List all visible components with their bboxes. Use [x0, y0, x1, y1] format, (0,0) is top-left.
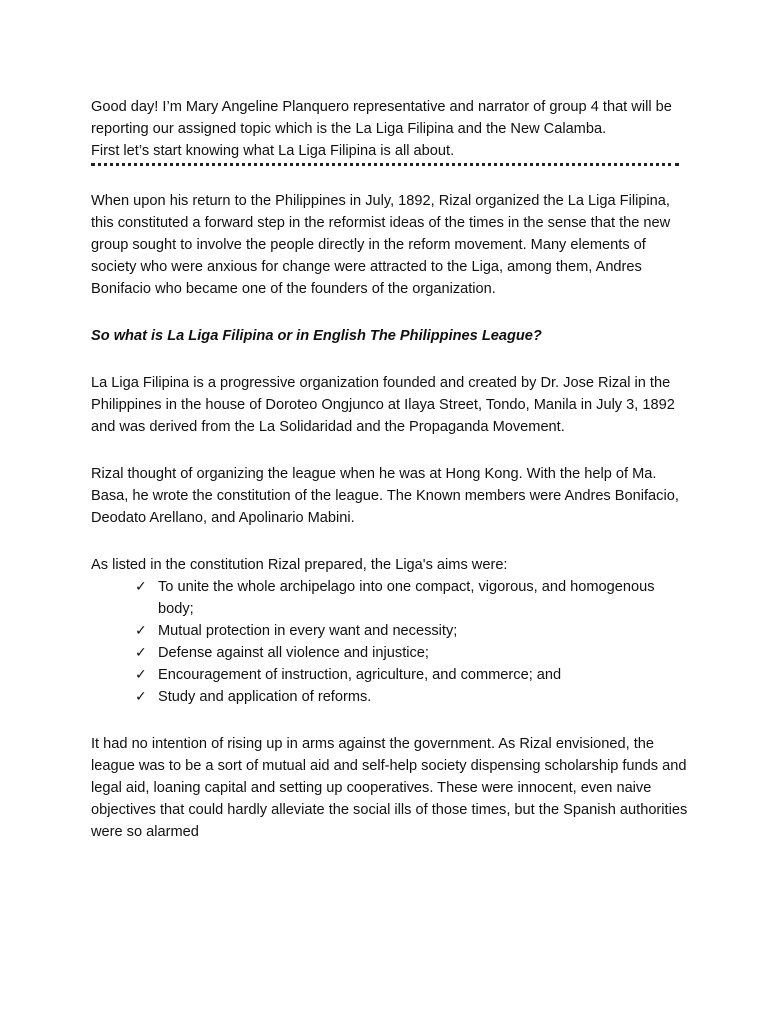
list-item — [132, 686, 691, 708]
dotted-divider — [91, 163, 679, 166]
paragraph-closing: It had no intention of rising up in arms against the government. As Rizal envisioned, the league was to be a sort of mutual aid and self-help society dispensing scholarship funds and legal aid, loaning capital and setting up cooperatives. These were innocent, even naive objectives that could hardly alleviate the social ills of those times, but the Spanish authorities were so alarmed — [91, 736, 688, 840]
list-item — [132, 642, 691, 664]
intro-start: First let’s start knowing what La Liga Filipina is all about. — [91, 143, 455, 159]
aim-text: Study and application of reforms. — [158, 689, 372, 705]
checkmark-icon: ✓ — [135, 667, 147, 683]
aim-text: Mutual protection in every want and necessity; — [158, 623, 458, 639]
document-body — [91, 96, 691, 843]
aim-text: Defense against all violence and injustice; — [158, 645, 429, 661]
question-heading: So what is La Liga Filipina or in English The Philippines League? — [91, 328, 542, 344]
paragraph-hongkong: Rizal thought of organizing the league when he was at Hong Kong. With the help of Ma. Basa, he wrote the constitution of the league. The Known members were Andres Bonifacio, Deodato Arellano, and Apolinario Mabini. — [91, 466, 679, 526]
checkmark-icon: ✓ — [135, 623, 147, 639]
list-item — [132, 664, 691, 686]
aim-text: Encouragement of instruction, agriculture, and commerce; and — [158, 667, 562, 683]
paragraph-aims-intro: As listed in the constitution Rizal prepared, the Liga's aims were: — [91, 557, 508, 573]
aims-list — [91, 576, 691, 708]
paragraph-definition: La Liga Filipina is a progressive organization founded and created by Dr. Jose Rizal in the Philippines in the house of Doroteo Ongjunco at Ilaya Street, Tondo, Manila in July 3, 1892 and was derived from the La Solidaridad and the Propaganda Movement. — [91, 375, 675, 435]
list-item — [132, 620, 691, 642]
aim-text: To unite the whole archipelago into one compact, vigorous, and homogenous body; — [158, 579, 655, 617]
list-item — [132, 576, 691, 620]
intro-section — [91, 96, 691, 162]
paragraph-return: When upon his return to the Philippines in July, 1892, Rizal organized the La Liga Filipina, this constituted a forward step in the reformist ideas of the times in the sense that the new group sought to involve the people directly in the reform movement. Many elements of society who were anxious for change were attracted to the Liga, among them, Andres Bonifacio who became one of the founders of the organization. — [91, 193, 671, 297]
intro-greeting: Good day! I’m Mary Angeline Planquero representative and narrator of group 4 that will be reporting our assigned topic which is the La Liga Filipina and the New Calamba. — [91, 99, 672, 137]
checkmark-icon: ✓ — [135, 579, 147, 595]
checkmark-icon: ✓ — [135, 689, 147, 705]
checkmark-icon: ✓ — [135, 645, 147, 661]
